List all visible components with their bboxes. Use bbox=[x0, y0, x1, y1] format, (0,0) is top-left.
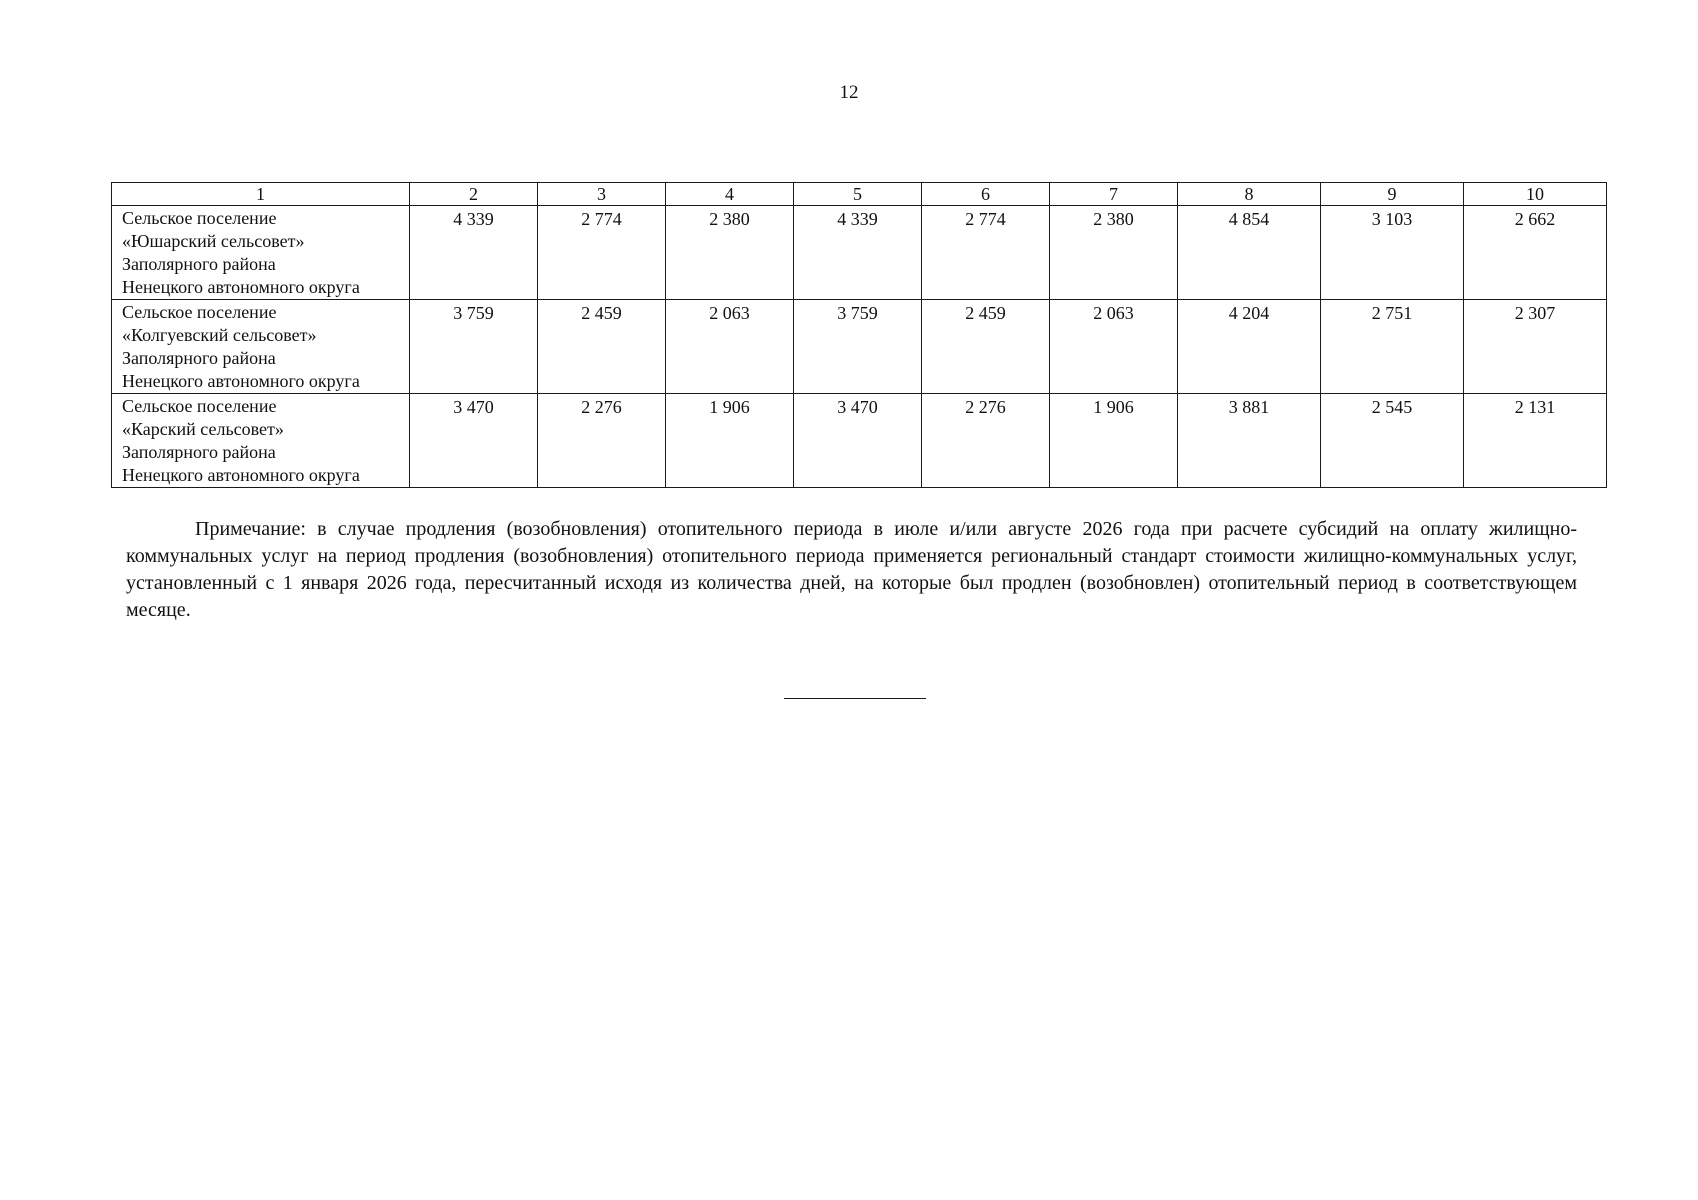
value-cell: 3 759 bbox=[794, 300, 922, 394]
column-number-cell: 9 bbox=[1321, 183, 1464, 206]
settlement-name-line: «Колгуевский сельсовет» bbox=[122, 325, 317, 345]
value-cell: 4 204 bbox=[1178, 300, 1321, 394]
value-cell: 2 380 bbox=[666, 206, 794, 300]
end-of-document-rule bbox=[784, 698, 926, 699]
page-number: 12 bbox=[839, 82, 859, 103]
value-cell: 2 063 bbox=[1050, 300, 1178, 394]
value-cell: 4 854 bbox=[1178, 206, 1321, 300]
settlement-name-line: «Карский сельсовет» bbox=[122, 419, 284, 439]
value-cell: 4 339 bbox=[794, 206, 922, 300]
table-row bbox=[112, 300, 1607, 394]
settlement-name-line: Сельское поселение bbox=[122, 302, 277, 322]
value-cell: 2 380 bbox=[1050, 206, 1178, 300]
value-cell: 2 459 bbox=[922, 300, 1050, 394]
value-cell: 2 307 bbox=[1464, 300, 1607, 394]
value-cell: 2 774 bbox=[922, 206, 1050, 300]
value-cell: 3 759 bbox=[410, 300, 538, 394]
value-cell: 1 906 bbox=[1050, 394, 1178, 488]
data-table bbox=[111, 182, 1607, 488]
settlement-name-line: Заполярного района bbox=[122, 254, 276, 274]
settlement-name-line: Ненецкого автономного округа bbox=[122, 371, 360, 391]
column-number-cell: 2 bbox=[410, 183, 538, 206]
note-paragraph: Примечание: в случае продления (возобновления) отопительного периода в июле и/или августе 2026 года при расчете субсидий на оплату жилищно-коммунальных услуг на период продления (возобновления) отопительного периода применяется региональный стандарт стоимости жилищно-коммунальных услуг, установленный с 1 января 2026 года, пересчитанный исходя из количества дней, на которые был продлен (возобновлен) отопительный период в соответствующем месяце. bbox=[126, 518, 1577, 621]
settlement-name-line: Сельское поселение bbox=[122, 208, 277, 228]
value-cell: 3 103 bbox=[1321, 206, 1464, 300]
value-cell: 2 063 bbox=[666, 300, 794, 394]
value-cell: 2 131 bbox=[1464, 394, 1607, 488]
column-number-cell: 10 bbox=[1464, 183, 1607, 206]
value-cell: 4 339 bbox=[410, 206, 538, 300]
column-number-row bbox=[112, 183, 1607, 206]
table-row bbox=[112, 206, 1607, 300]
settlement-name-line: «Юшарский сельсовет» bbox=[122, 231, 305, 251]
settlement-name-line: Ненецкого автономного округа bbox=[122, 465, 360, 485]
column-number-cell: 1 bbox=[112, 183, 410, 206]
settlement-name-cell bbox=[112, 394, 410, 488]
column-number-cell: 7 bbox=[1050, 183, 1178, 206]
column-number-cell: 3 bbox=[538, 183, 666, 206]
settlement-name-cell bbox=[112, 206, 410, 300]
settlement-name-line: Ненецкого автономного округа bbox=[122, 277, 360, 297]
settlement-name-cell bbox=[112, 300, 410, 394]
value-cell: 2 276 bbox=[922, 394, 1050, 488]
value-cell: 2 774 bbox=[538, 206, 666, 300]
subsidy-standards-table bbox=[111, 182, 1606, 488]
column-number-cell: 8 bbox=[1178, 183, 1321, 206]
value-cell: 3 881 bbox=[1178, 394, 1321, 488]
value-cell: 2 276 bbox=[538, 394, 666, 488]
value-cell: 2 545 bbox=[1321, 394, 1464, 488]
table-row bbox=[112, 394, 1607, 488]
column-number-cell: 6 bbox=[922, 183, 1050, 206]
settlement-name-line: Заполярного района bbox=[122, 348, 276, 368]
column-number-cell: 5 bbox=[794, 183, 922, 206]
value-cell: 2 459 bbox=[538, 300, 666, 394]
value-cell: 2 662 bbox=[1464, 206, 1607, 300]
value-cell: 3 470 bbox=[410, 394, 538, 488]
column-number-cell: 4 bbox=[666, 183, 794, 206]
settlement-name-line: Сельское поселение bbox=[122, 396, 277, 416]
settlement-name-line: Заполярного района bbox=[122, 442, 276, 462]
value-cell: 3 470 bbox=[794, 394, 922, 488]
value-cell: 2 751 bbox=[1321, 300, 1464, 394]
value-cell: 1 906 bbox=[666, 394, 794, 488]
